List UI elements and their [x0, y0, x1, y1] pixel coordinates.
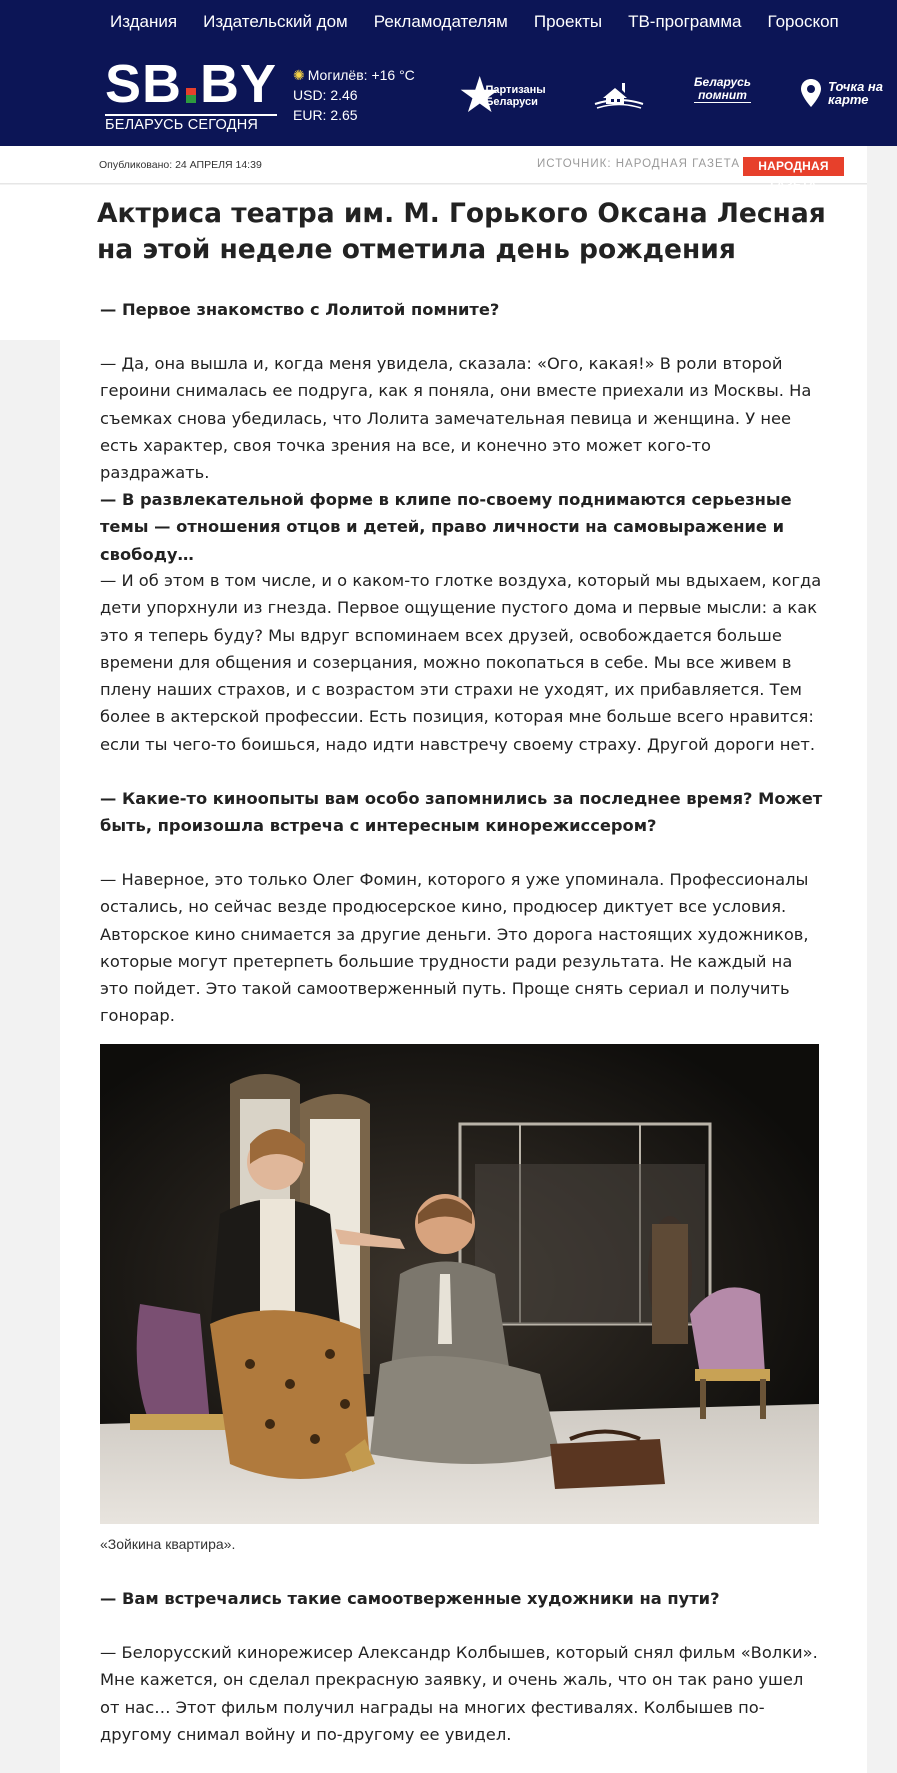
article-answer: — Да, она вышла и, когда меня увидела, сказала: «Ого, какая!» В роли второй героини снималась ее подруга, как я поняла, они вместе приехали из Москвы. На съемках снова убедилась, что Лолита замечательная певица и женщина. У нее есть характер, своя точка зрения на все, и конечно это может кого-то раздражать.	[100, 354, 812, 483]
article-answer: — И об этом в том числе, и о каком-то глотке воздуха, который мы вдыхаем, когда дети упорхнули из гнезда. Первое ощущение пустого дома и первые мысли: а как это я теперь буду? Мы вдруг вспоминаем всех друзей, освобождается больше времени для общения и созерцания, можно покопаться в себе. Мы все живем в плену наших страхов, и с возрастом эти страхи не уходят, их прибавляется. Тем более в актерской профессии. Есть позиция, которая мне больше всего нравится: если ты чего-то боишься, надо идти навстречу своему страху. Другой дороги нет.	[100, 571, 822, 754]
article-question: — Какие-то киноопыты вам особо запомнились за последнее время? Может быть, произошла встреча с интересным кинорежиссером?	[100, 789, 823, 836]
partner-belarus-remembers-label: Беларусь помнит	[694, 75, 751, 102]
source-link[interactable]: ИСТОЧНИК: НАРОДНАЯ ГАЗЕТА	[537, 158, 740, 170]
sun-icon: ✺	[293, 67, 305, 83]
article-title: Актриса театра им. М. Горького Оксана Лесная на этой неделе отметила день рождения	[97, 198, 826, 265]
star-icon: ★	[460, 71, 500, 120]
site-logo[interactable]	[105, 56, 277, 133]
article-question: — Первое знакомство с Лолитой помните?	[100, 300, 500, 319]
article-meta-bar	[0, 146, 867, 184]
article-answer: — Белорусский кинорежисер Александр Колбышев, который снял фильм «Волки». Мне кажется, он сделал прекрасную заявку, и очень жаль, что он так рано ушел от нас… Этот фильм получил награды на многих фестивалях. Колбышев по-другому снимал войну и по-другому ее увидел.	[100, 1643, 818, 1744]
nav-item-publishing-house[interactable]: Издательский дом	[203, 12, 348, 31]
village-house-icon	[589, 74, 649, 114]
site-header	[0, 0, 897, 146]
partner-village-link[interactable]	[589, 74, 649, 114]
nav-item-advertisers[interactable]: Рекламодателям	[373, 12, 508, 31]
logo-text-by: BY	[199, 54, 277, 114]
map-pin-icon	[800, 78, 822, 108]
theatre-scene-image	[100, 1044, 819, 1524]
weather-city: Могилёв: +16 °C	[307, 67, 415, 83]
photo-caption: «Зойкина квартира».	[100, 1536, 236, 1552]
published-date: Опубликовано: 24 АПРЕЛЯ 14:39	[99, 159, 262, 171]
weather-widget	[293, 65, 415, 125]
currency-usd: USD: 2.46	[293, 87, 358, 103]
nav-item-izdaniya[interactable]: Издания	[110, 12, 178, 31]
partner-map-point-link[interactable]	[800, 78, 883, 108]
top-navigation	[110, 12, 865, 38]
partner-partisans-link[interactable]	[460, 71, 546, 120]
nav-item-tv-program[interactable]: ТВ-программа	[628, 12, 742, 31]
nav-item-horoscope[interactable]: Гороскоп	[767, 12, 839, 31]
logo-subtitle: БЕЛАРУСЬ СЕГОДНЯ	[105, 114, 277, 133]
article-answer: — Наверное, это только Олег Фомин, которого я уже упоминала. Профессионалы остались, но сейчас везде продюсерское кино, продюсер диктует все условия. Авторское кино снимается за другие деньги. Это дорога настоящих художников, которые могут претерпеть большие трудности ради результата. Не каждый на это пойдет. Это такой самоотверженный путь. Проще снять сериал и получить гонорар.	[100, 870, 809, 1026]
nav-item-projects[interactable]: Проекты	[533, 12, 603, 31]
article-question: — Вам встречались такие самоотверженные художники на пути?	[100, 1589, 720, 1608]
partner-belarus-remembers-link[interactable]	[694, 76, 751, 103]
partner-map-point-label: Точка на карте	[828, 79, 883, 107]
logo-text-sb: SB	[105, 54, 183, 114]
source-badge[interactable]: НАРОДНАЯ	[743, 157, 844, 176]
article-photo[interactable]	[100, 1044, 819, 1524]
article-question: — В развлекательной форме в клипе по-своему поднимаются серьезные темы — отношения отцов и детей, право личности на самовыражение и свободу…	[100, 490, 792, 564]
logo-flag-icon	[186, 88, 196, 103]
currency-eur: EUR: 2.65	[293, 107, 358, 123]
partner-partisans-label: Партизаны Беларуси	[485, 84, 546, 108]
